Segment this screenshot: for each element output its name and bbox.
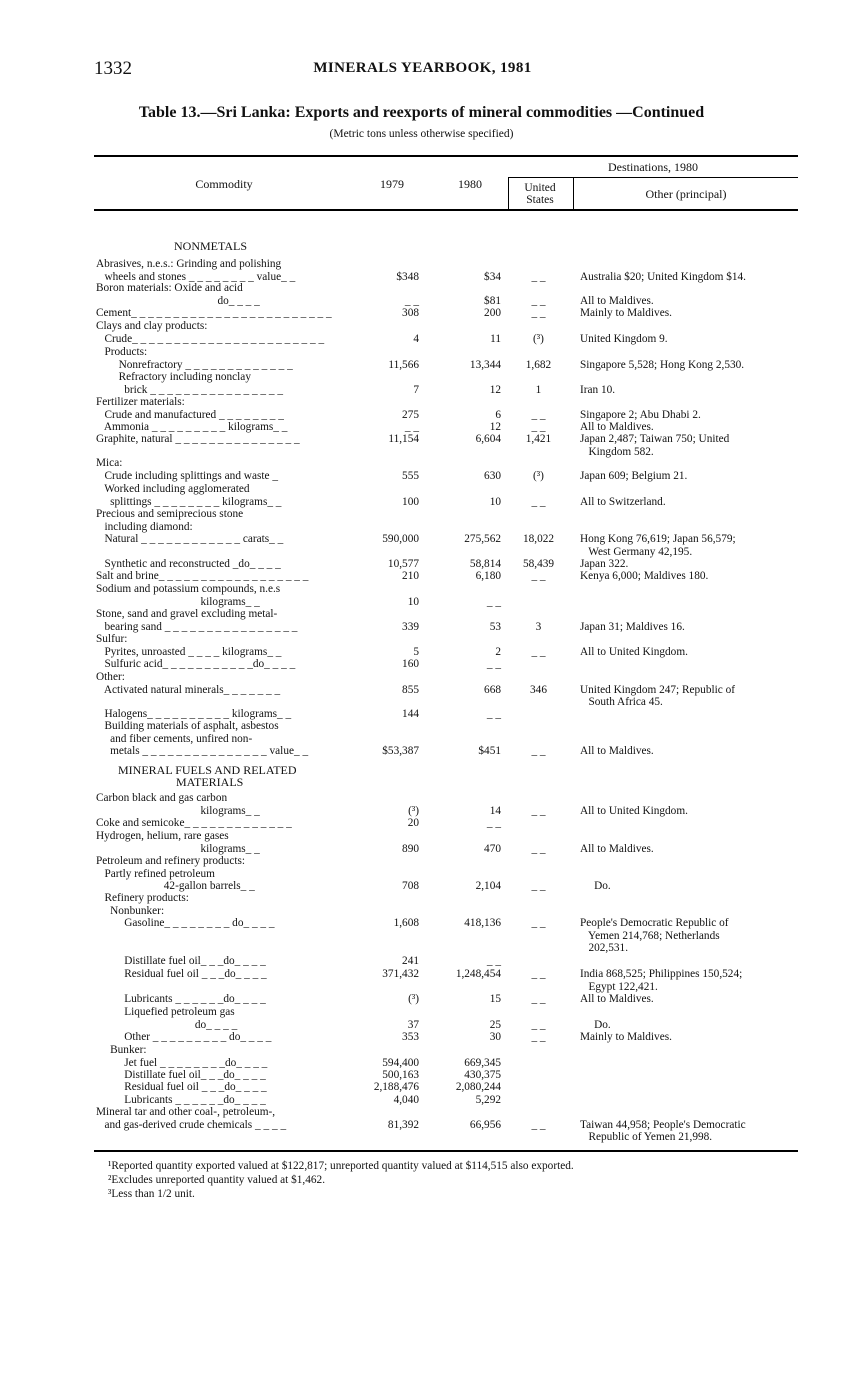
commodity-line: Boron materials: Oxide and acid — [96, 282, 243, 294]
value-1979-cell: 500,163 — [382, 1069, 419, 1081]
united-states-cell: _ _ — [531, 570, 546, 582]
value-1980-cell: 2,104 — [475, 880, 501, 893]
commodity-line: Petroleum and refinery products: — [96, 855, 246, 867]
united-states-cell: _ _ — [531, 842, 546, 855]
united-states-cell: _ _ — [531, 745, 546, 758]
value-1980-cell: 430,375 — [464, 1069, 501, 1081]
commodity-line: Refinery products: — [96, 892, 189, 904]
destination-line: All to Maldives. — [580, 421, 654, 433]
commodity-cell — [96, 583, 346, 608]
value-1980-cell: 12 — [489, 421, 501, 433]
commodity-cell — [96, 346, 346, 371]
destination-line: All to Maldives. — [580, 993, 654, 1005]
page-number: 1332 — [94, 58, 132, 79]
value-1979-cell: 594,400 — [382, 1056, 419, 1069]
destination-line: India 868,525; Philippines 150,524; — [580, 968, 743, 980]
value-1979-cell: 10,577 — [387, 558, 419, 570]
footnote-3: ³Less than 1/2 unit. — [108, 1188, 195, 1200]
value-1980-cell: _ _ — [486, 817, 501, 829]
value-1980-cell: 669,345 — [464, 1056, 501, 1069]
united-states-cell: 1,682 — [525, 358, 552, 371]
destination-line: Republic of Yemen 21,998. — [580, 1131, 713, 1144]
col-commodity: Commodity — [195, 177, 253, 191]
commodity-cell — [96, 1081, 346, 1094]
value-1979-cell: 5 — [413, 645, 419, 658]
value-1980-cell: 11 — [490, 332, 501, 345]
destination-line: Mainly to Maldives. — [580, 307, 672, 319]
value-1980-cell: 1,248,454 — [455, 968, 501, 980]
destination-cell — [580, 621, 800, 634]
destination-cell — [580, 359, 800, 372]
commodity-cell — [96, 457, 346, 482]
commodity-line: Lubricants _ _ _ _ _ _do_ _ _ _ — [96, 993, 266, 1005]
destination-cell — [580, 307, 800, 320]
united-states-cell: 18,022 — [522, 533, 555, 546]
united-states-cell: _ _ — [531, 917, 546, 930]
section-fuels-line2: MATERIALS — [176, 775, 244, 789]
value-1980-cell: _ _ — [486, 955, 501, 967]
commodity-cell — [96, 307, 346, 320]
destination-line: All to Switzerland. — [580, 495, 666, 508]
commodity-line: Pyrites, unroasted _ _ _ _ kilograms_ _ — [96, 645, 282, 658]
destination-line: Japan 2,487; Taiwan 750; United — [580, 433, 730, 445]
destination-cell — [580, 843, 800, 856]
value-1980-cell: 12 — [489, 383, 501, 396]
commodity-cell — [96, 1069, 346, 1082]
destination-cell — [580, 1031, 800, 1044]
running-title: MINERALS YEARBOOK, 1981 — [313, 60, 532, 76]
commodity-cell — [96, 1106, 346, 1131]
destination-line: Singapore 5,528; Hong Kong 2,530. — [580, 358, 745, 371]
destination-line: All to United Kingdom. — [580, 804, 688, 817]
commodity-line: Sodium and potassium compounds, n.e.s — [96, 583, 281, 595]
commodity-cell — [96, 792, 346, 817]
commodity-line: Partly refined petroleum — [96, 867, 215, 880]
commodity-line: splittings _ _ _ _ _ _ _ _ kilograms_ _ — [96, 495, 282, 508]
destination-cell — [580, 917, 800, 955]
commodity-cell — [96, 830, 346, 855]
destination-line: Mainly to Maldives. — [580, 1031, 672, 1043]
value-1979-cell: 308 — [402, 307, 419, 319]
commodity-line: including diamond: — [96, 520, 193, 533]
value-1980-cell: _ _ — [486, 658, 501, 670]
commodity-line: Distillate fuel oil_ _ _do_ _ _ _ — [96, 955, 266, 967]
commodity-cell — [96, 433, 346, 446]
value-1979-cell: _ _ — [404, 421, 419, 433]
commodity-cell — [96, 955, 346, 968]
commodity-cell — [96, 993, 346, 1006]
value-1980-cell: 200 — [484, 307, 501, 319]
commodity-line: Crude including splittings and waste _ — [96, 469, 278, 482]
commodity-line: Fertilizer materials: — [96, 396, 185, 408]
commodity-line: Distillate fuel oil_ _ _do_ _ _ _ — [96, 1069, 266, 1081]
col-united-states: United States — [524, 182, 556, 206]
commodity-line: Gasoline_ _ _ _ _ _ _ _ do_ _ _ _ — [96, 917, 275, 930]
value-1979-cell: 37 — [407, 1018, 419, 1031]
commodity-line: Sulfuric acid_ _ _ _ _ _ _ _ _ _ _do_ _ _ _ — [96, 658, 296, 670]
destination-cell — [580, 271, 800, 284]
value-1979-cell: 339 — [402, 620, 419, 633]
commodity-line: 42-gallon barrels_ _ — [96, 880, 255, 893]
value-1980-cell: 668 — [484, 683, 501, 696]
commodity-cell — [96, 708, 346, 721]
commodity-line: Stone, sand and gravel excluding metal- — [96, 608, 278, 620]
value-1979-cell: 708 — [402, 880, 419, 893]
commodity-line: Building materials of asphalt, asbestos — [96, 720, 279, 732]
commodity-line: Abrasives, n.e.s.: Grinding and polishing — [96, 258, 282, 270]
commodity-cell — [96, 1044, 346, 1069]
commodity-cell — [96, 282, 346, 307]
destination-line: People's Democratic Republic of — [580, 917, 729, 930]
value-1980-cell: 14 — [489, 804, 501, 817]
footnote-1: ¹Reported quantity exported valued at $122,817; unreported quantity valued at $114,515 also exported. — [108, 1160, 574, 1172]
commodity-line: Jet fuel _ _ _ _ _ _ _ _do_ _ _ _ — [96, 1056, 268, 1069]
value-1979-cell: (³) — [408, 993, 419, 1005]
destination-cell — [580, 384, 800, 397]
destination-line: 202,531. — [580, 942, 629, 955]
united-states-cell: (³) — [533, 469, 544, 482]
destination-line: Do. — [580, 880, 611, 893]
value-1980-cell: 470 — [484, 842, 501, 855]
united-states-cell: _ _ — [531, 307, 546, 319]
destination-cell — [580, 558, 800, 571]
destination-line: Australia $20; United Kingdom $14. — [580, 270, 746, 283]
commodity-cell — [96, 817, 346, 830]
commodity-line: Salt and brine_ _ _ _ _ _ _ _ _ _ _ _ _ _ _ _ _ _ — [96, 570, 309, 582]
commodity-line: Clays and clay products: — [96, 320, 208, 332]
commodity-cell — [96, 258, 346, 283]
destination-line: Egypt 122,421. — [580, 980, 658, 993]
commodity-cell — [96, 608, 346, 633]
destination-line: Taiwan 44,958; People's Democratic — [580, 1118, 746, 1131]
commodity-line: Ammonia _ _ _ _ _ _ _ _ _ kilograms_ _ — [96, 421, 288, 433]
commodity-cell — [96, 371, 346, 396]
value-1980-cell: 5,292 — [475, 1094, 501, 1106]
value-1979-cell: 890 — [402, 842, 419, 855]
commodity-line: Nonrefractory _ _ _ _ _ _ _ _ _ _ _ _ _ — [96, 358, 293, 371]
value-1979-cell: 100 — [402, 495, 419, 508]
commodity-line: Crude_ _ _ _ _ _ _ _ _ _ _ _ _ _ _ _ _ _ _ _ _ _ _ — [96, 332, 325, 345]
commodity-line: Cement_ _ _ _ _ _ _ _ _ _ _ _ _ _ _ _ _ _ _ _ _ _ _ _ — [96, 307, 332, 319]
commodity-line: metals _ _ _ _ _ _ _ _ _ _ _ _ _ _ _ value_ _ — [96, 745, 309, 758]
destination-line: All to Maldives. — [580, 745, 654, 758]
destination-line: Kingdom 582. — [580, 445, 654, 458]
destination-line: Yemen 214,768; Netherlands — [580, 929, 720, 942]
value-1979-cell: 210 — [402, 570, 419, 582]
destination-cell — [580, 333, 800, 346]
value-1980-cell: $451 — [478, 745, 501, 758]
header-bottom-rule — [94, 209, 798, 211]
value-1980-cell: _ _ — [486, 708, 501, 720]
commodity-line: and fiber cements, unfired non- — [96, 732, 253, 745]
commodity-cell — [96, 1031, 346, 1044]
value-1979-cell: 11,154 — [388, 433, 419, 445]
commodity-cell — [96, 720, 346, 758]
commodity-line: Crude and manufactured _ _ _ _ _ _ _ _ — [96, 408, 284, 421]
commodity-line: Residual fuel oil _ _ _do_ _ _ _ — [96, 1081, 267, 1093]
commodity-line: Halogens_ _ _ _ _ _ _ _ _ _ kilograms_ _ — [96, 708, 292, 720]
destination-cell — [580, 295, 800, 308]
commodity-cell — [96, 508, 346, 546]
value-1979-cell: 81,392 — [387, 1118, 419, 1131]
commodity-line: Refractory including nonclay — [96, 371, 251, 383]
destination-cell — [580, 470, 800, 483]
value-1979-cell: 11,566 — [388, 358, 419, 371]
destination-line: West Germany 42,195. — [580, 545, 693, 558]
value-1980-cell: 10 — [489, 495, 501, 508]
section-fuels-line1: MINERAL FUELS AND RELATED — [118, 763, 297, 777]
commodity-line: kilograms_ _ — [96, 804, 260, 817]
table-title: Table 13.—Sri Lanka: Exports and reexports of mineral commodities —Continued — [138, 104, 705, 121]
united-states-cell: _ _ — [531, 1031, 546, 1043]
united-states-cell: 1 — [535, 383, 542, 396]
commodity-line: Worked including agglomerated — [96, 483, 250, 495]
col-1979: 1979 — [380, 177, 404, 191]
value-1979-cell: 1,608 — [393, 917, 419, 930]
value-1980-cell: 6,180 — [475, 570, 501, 582]
value-1980-cell: 2 — [495, 645, 501, 658]
commodity-line: brick _ _ _ _ _ _ _ _ _ _ _ _ _ _ _ _ — [96, 383, 284, 396]
commodity-cell — [96, 855, 346, 893]
united-states-cell: 58,439 — [522, 558, 555, 570]
destination-cell — [580, 533, 800, 558]
commodity-line: Activated natural minerals_ _ _ _ _ _ _ — [96, 683, 281, 696]
commodity-cell — [96, 1006, 346, 1031]
commodity-line: Bunker: — [96, 1044, 147, 1056]
commodity-cell — [96, 633, 346, 658]
destination-line: All to Maldives. — [580, 842, 654, 855]
commodity-line: Precious and semiprecious stone — [96, 508, 244, 520]
destination-line: All to United Kingdom. — [580, 645, 688, 658]
destination-cell — [580, 684, 800, 709]
us-column-divider — [508, 177, 509, 209]
commodity-line: kilograms_ _ — [96, 842, 260, 855]
destination-cell — [580, 421, 800, 434]
value-1980-cell: 630 — [484, 469, 501, 482]
commodity-cell — [96, 1094, 346, 1107]
destination-cell — [580, 433, 800, 458]
commodity-line: Lubricants _ _ _ _ _ _do_ _ _ _ — [96, 1094, 266, 1106]
destination-cell — [580, 880, 800, 893]
commodity-cell — [96, 968, 346, 981]
value-1979-cell: 4,040 — [393, 1094, 419, 1106]
destination-cell — [580, 993, 800, 1006]
table-subtitle: (Metric tons unless otherwise specified) — [329, 128, 514, 140]
commodity-cell — [96, 396, 346, 421]
united-states-cell: _ _ — [531, 495, 546, 508]
commodity-line: Hydrogen, helium, rare gases — [96, 830, 229, 842]
united-states-cell: _ _ — [531, 421, 546, 433]
united-states-cell: _ _ — [531, 645, 546, 658]
value-1979-cell: 160 — [402, 658, 419, 670]
value-1979-cell: 7 — [413, 383, 419, 396]
top-rule — [94, 155, 798, 157]
commodity-cell — [96, 671, 346, 696]
destination-line: Kenya 6,000; Maldives 180. — [580, 570, 709, 582]
value-1979-cell: 371,432 — [382, 968, 419, 980]
destination-cell — [580, 968, 800, 993]
united-states-cell: _ _ — [531, 408, 546, 421]
united-states-cell: 3 — [535, 620, 542, 633]
page-header — [94, 58, 751, 80]
value-1980-cell: $81 — [484, 294, 501, 307]
commodity-cell — [96, 483, 346, 508]
united-states-cell: _ _ — [531, 804, 546, 817]
value-1979-cell: 10 — [407, 595, 419, 608]
commodity-cell — [96, 320, 346, 345]
commodity-line: Graphite, natural _ _ _ _ _ _ _ _ _ _ _ _ _ _ _ — [96, 433, 300, 445]
united-states-cell: 346 — [530, 683, 547, 696]
united-states-cell: _ _ — [531, 1018, 546, 1031]
commodity-line: Natural _ _ _ _ _ _ _ _ _ _ _ _ carats_ _ — [96, 533, 284, 546]
commodity-cell — [96, 421, 346, 434]
commodity-line: Mica: — [96, 457, 123, 469]
value-1980-cell: 275,562 — [464, 533, 501, 546]
commodity-line: do_ _ _ _ — [96, 294, 260, 307]
commodity-line: Mineral tar and other coal-, petroleum-, — [96, 1106, 276, 1118]
destination-cell — [580, 1119, 800, 1144]
destination-cell — [580, 805, 800, 818]
value-1979-cell: 555 — [402, 469, 419, 482]
commodity-cell — [96, 570, 346, 583]
commodity-line: Products: — [96, 346, 148, 358]
commodity-line: wheels and stones _ _ _ _ _ _ _ _ value_ _ — [96, 270, 296, 283]
col-destinations: Destinations, 1980 — [608, 160, 698, 174]
value-1980-cell: 66,956 — [469, 1118, 501, 1131]
commodity-line: Other: — [96, 671, 125, 683]
value-1979-cell: 241 — [402, 955, 419, 967]
destination-line: South Africa 45. — [580, 696, 663, 709]
commodity-line: Other _ _ _ _ _ _ _ _ _ do_ _ _ _ — [96, 1031, 272, 1043]
destination-cell — [580, 496, 800, 509]
united-states-cell: _ _ — [531, 1118, 546, 1131]
commodity-line: Coke and semicoke_ _ _ _ _ _ _ _ _ _ _ _ _ — [96, 817, 292, 829]
commodity-cell — [96, 658, 346, 671]
col-other-principal: Other (principal) — [645, 187, 727, 201]
united-states-cell: _ _ — [531, 294, 546, 307]
destination-line: Japan 31; Maldives 16. — [580, 620, 685, 633]
value-1979-cell: $53,387 — [382, 745, 419, 758]
value-1980-cell: 15 — [489, 993, 501, 1005]
commodity-line: Residual fuel oil _ _ _do_ _ _ _ — [96, 968, 267, 980]
commodity-cell — [96, 892, 346, 930]
value-1979-cell: _ _ — [404, 294, 419, 307]
value-1979-cell: 2,188,476 — [373, 1081, 419, 1093]
value-1979-cell: 353 — [402, 1031, 419, 1043]
united-states-cell: (³) — [533, 332, 544, 345]
destination-line: United Kingdom 9. — [580, 332, 668, 345]
destination-line: Japan 322. — [580, 558, 629, 570]
destination-line: All to Maldives. — [580, 294, 654, 307]
value-1979-cell: 275 — [402, 408, 419, 421]
value-1980-cell: $34 — [484, 270, 501, 283]
commodity-line: bearing sand _ _ _ _ _ _ _ _ _ _ _ _ _ _ _ _ — [96, 620, 298, 633]
value-1980-cell: 53 — [489, 620, 501, 633]
value-1980-cell: 6 — [495, 408, 501, 421]
destination-line: Do. — [580, 1018, 611, 1031]
value-1980-cell: 30 — [489, 1031, 501, 1043]
value-1979-cell: 590,000 — [382, 533, 419, 546]
commodity-cell — [96, 558, 346, 571]
commodity-line: kilograms_ _ — [96, 595, 260, 608]
value-1979-cell: 4 — [413, 332, 419, 345]
value-1980-cell: 6,604 — [475, 433, 501, 445]
destination-line: Singapore 2; Abu Dhabi 2. — [580, 408, 701, 421]
destination-line: Hong Kong 76,619; Japan 56,579; — [580, 533, 736, 546]
value-1979-cell: $348 — [396, 270, 419, 283]
value-1979-cell: 855 — [402, 683, 419, 696]
value-1980-cell: 58,814 — [469, 558, 501, 570]
section-nonmetals: NONMETALS — [174, 239, 248, 253]
destination-line: United Kingdom 247; Republic of — [580, 683, 736, 696]
united-states-cell: _ _ — [531, 880, 546, 893]
value-1980-cell: 2,080,244 — [455, 1081, 501, 1093]
destination-line: Iran 10. — [580, 383, 616, 396]
value-1980-cell: 13,344 — [469, 358, 501, 371]
destination-cell — [580, 646, 800, 659]
destination-cell — [580, 570, 800, 583]
value-1979-cell: 144 — [402, 708, 419, 720]
value-1980-cell: _ _ — [486, 595, 501, 608]
destination-line: Japan 609; Belgium 21. — [580, 469, 688, 482]
value-1979-cell: 20 — [407, 817, 419, 829]
commodity-line: Synthetic and reconstructed _do_ _ _ _ — [96, 558, 281, 570]
value-1980-cell: 418,136 — [464, 917, 501, 930]
destination-cell — [580, 745, 800, 758]
destination-cell — [580, 409, 800, 422]
bottom-rule — [94, 1150, 798, 1152]
united-states-cell: _ _ — [531, 993, 546, 1005]
value-1979-cell: (³) — [408, 804, 419, 817]
commodity-line: do_ _ _ _ — [96, 1018, 238, 1031]
united-states-cell: 1,421 — [525, 433, 552, 445]
destinations-rule — [508, 177, 798, 178]
value-1980-cell: 25 — [489, 1018, 501, 1031]
footnote-2: ²Excludes unreported quantity valued at $1,462. — [108, 1174, 326, 1186]
commodity-line: Liquefied petroleum gas — [96, 1006, 235, 1018]
commodity-line: and gas-derived crude chemicals _ _ _ _ — [96, 1118, 287, 1131]
united-states-cell: _ _ — [531, 968, 546, 980]
commodity-line: Nonbunker: — [96, 904, 165, 917]
commodity-line: Carbon black and gas carbon — [96, 792, 228, 804]
destination-cell — [580, 1019, 800, 1032]
col-1980: 1980 — [458, 177, 482, 191]
commodity-line: Sulfur: — [96, 633, 128, 645]
united-states-cell: _ _ — [531, 270, 546, 283]
